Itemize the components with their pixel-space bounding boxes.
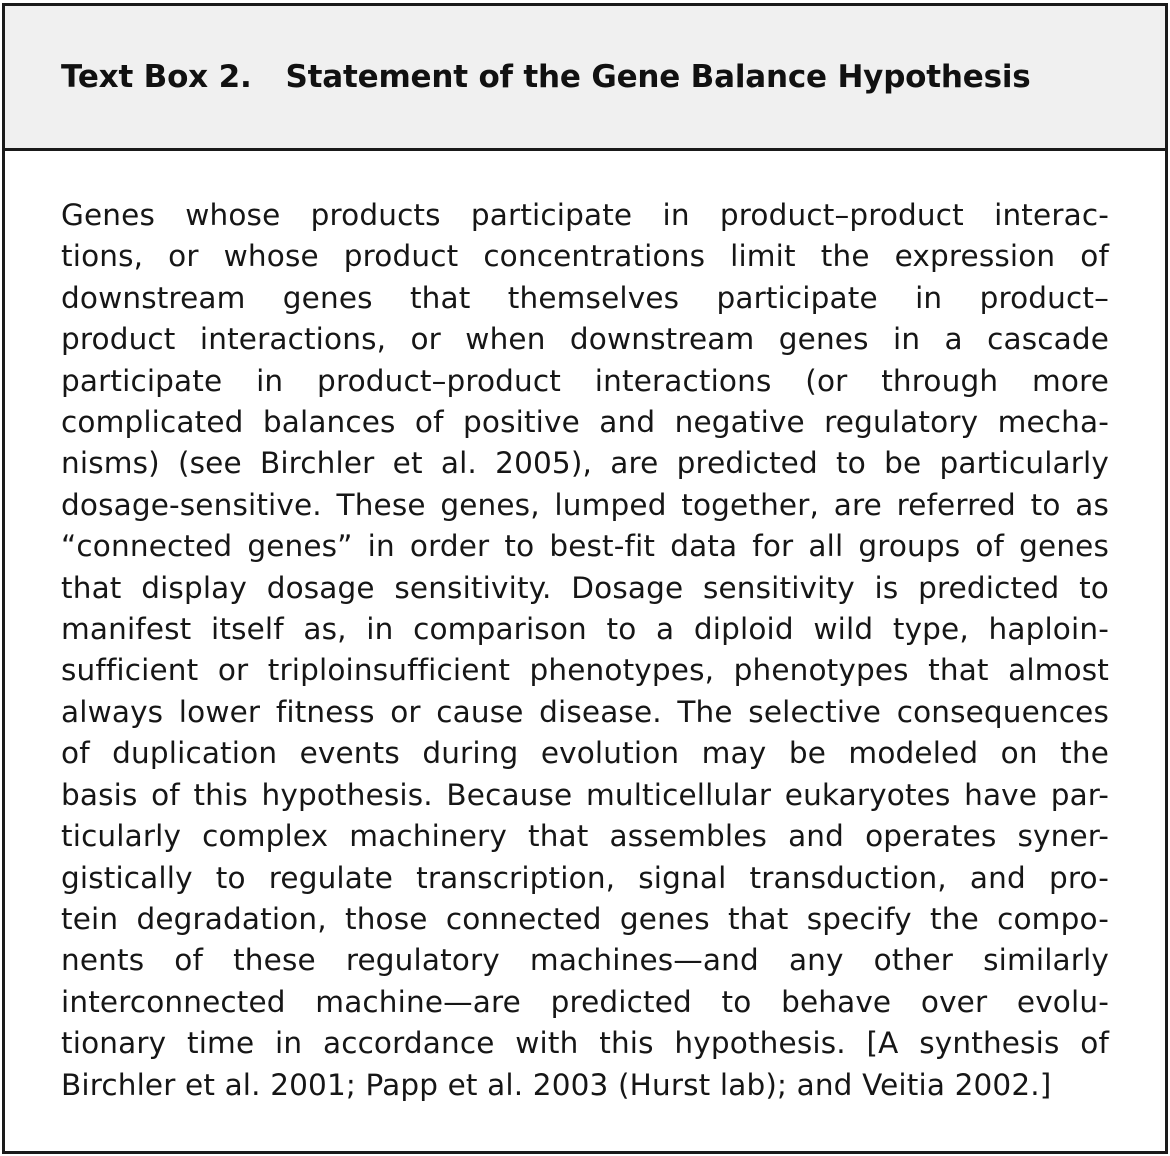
text-box-header (5, 6, 1165, 151)
paragraph-line: of duplication events during evolution may be modeled on the (61, 736, 1109, 771)
paragraph-line: nisms) (see Birchler et al. 2005), are predicted to be particularly (61, 446, 1109, 481)
text-box-heading: Statement of the Gene Balance Hypothesis (285, 59, 1031, 95)
paragraph-line: Birchler et al. 2001; Papp et al. 2003 (Hurst lab); and Veitia 2002.] (61, 1067, 1052, 1102)
paragraph-line: sufficient or triploinsufficient phenotypes, phenotypes that almost (61, 653, 1109, 688)
paragraph-line: nents of these regulatory machines—and any other similarly (61, 943, 1109, 978)
paragraph-line: tions, or whose product concentrations limit the expression of (61, 239, 1109, 274)
paragraph-line: that display dosage sensitivity. Dosage sensitivity is predicted to (61, 570, 1109, 605)
paragraph-line: basis of this hypothesis. Because multicellular eukaryotes have par- (61, 777, 1109, 812)
text-box-body (5, 151, 1165, 1106)
paragraph-line: interconnected machine—are predicted to behave over evolu- (61, 984, 1109, 1019)
paragraph-line: tionary time in accordance with this hypothesis. [A synthesis of (61, 1026, 1109, 1061)
paragraph-line: tein degradation, those connected genes that specify the compo- (61, 901, 1109, 936)
hypothesis-paragraph (61, 195, 1109, 1106)
text-box-title (61, 59, 1031, 95)
paragraph-line: gistically to regulate transcription, signal transduction, and pro- (61, 860, 1109, 895)
paragraph-line: complicated balances of positive and negative regulatory mecha- (61, 405, 1109, 440)
paragraph-line: dosage-sensitive. These genes, lumped together, are referred to as (61, 487, 1109, 522)
paragraph-line: ticularly complex machinery that assembles and operates syner- (61, 819, 1109, 854)
paragraph-line: “connected genes” in order to best-fit data for all groups of genes (61, 529, 1109, 564)
text-box (2, 3, 1168, 1154)
paragraph-line: product interactions, or when downstream genes in a cascade (61, 322, 1109, 357)
paragraph-line: participate in product–product interactions (or through more (61, 363, 1109, 398)
paragraph-line: Genes whose products participate in product–product interac- (61, 198, 1109, 232)
text-box-label: Text Box 2. (61, 59, 252, 95)
paragraph-line: downstream genes that themselves participate in product– (61, 280, 1109, 315)
paragraph-line: always lower fitness or cause disease. The selective consequences (61, 694, 1109, 729)
paragraph-line: manifest itself as, in comparison to a diploid wild type, haploin- (61, 612, 1109, 647)
